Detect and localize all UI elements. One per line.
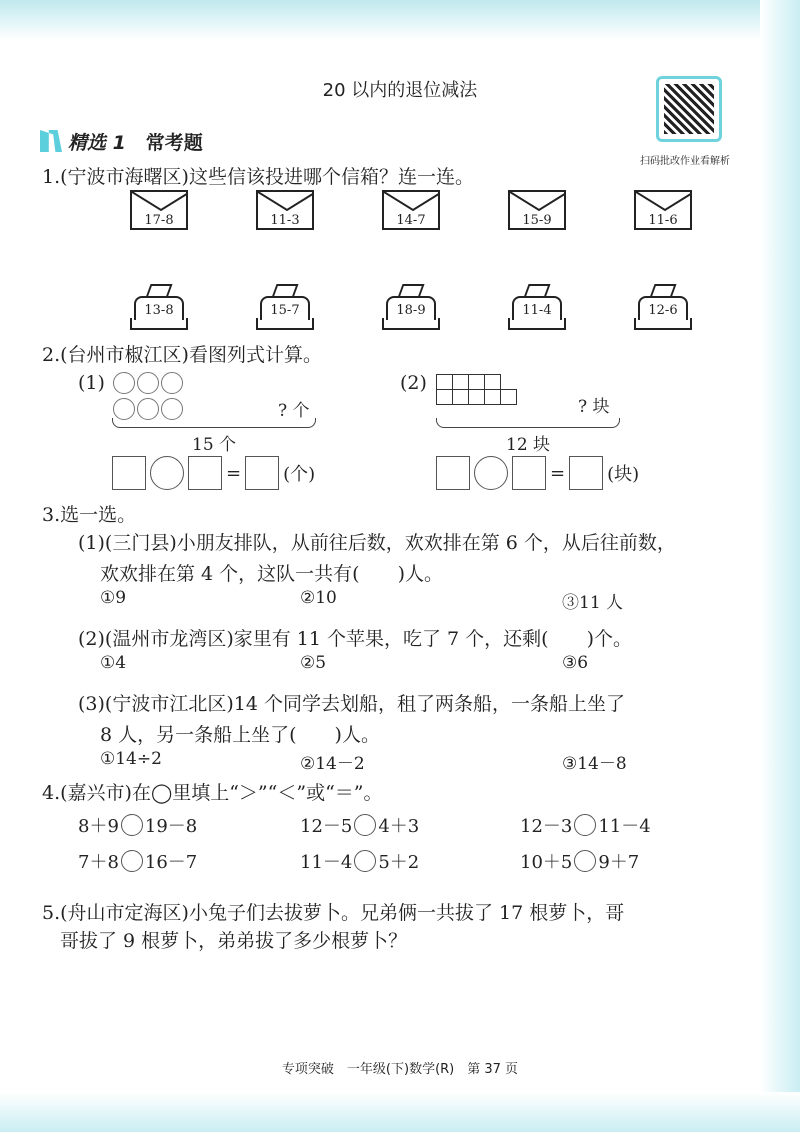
answer-box[interactable] <box>188 456 222 490</box>
q2-p2-question: ? 块 <box>578 397 610 417</box>
q3-item-line: (2)(温州市龙湾区)家里有 11 个苹果，吃了 7 个，还剩( )个。 <box>78 628 632 650</box>
right-expression: 11－4 <box>598 816 651 837</box>
q3-option[interactable]: ②14－2 <box>300 754 365 774</box>
q5-line-2: 哥拔了 9 根萝卜，弟弟拔了多少根萝卜？ <box>60 930 408 952</box>
right-expression: 4＋3 <box>378 816 420 837</box>
comparison-item <box>78 848 197 874</box>
page-title: 20 以内的退位减法 <box>322 80 478 101</box>
comparison-item <box>520 812 651 838</box>
mailbox[interactable] <box>256 284 314 330</box>
mailbox[interactable] <box>382 284 440 330</box>
mailbox-expression: 15-7 <box>270 303 300 318</box>
comparison-item <box>300 848 419 874</box>
answer-box[interactable] <box>569 456 603 490</box>
brace <box>112 418 316 428</box>
section-topic: 常考题 <box>145 132 203 154</box>
compare-circle[interactable] <box>574 850 596 872</box>
scan-edge-bottom <box>0 1092 800 1132</box>
section-label: 精选 1 <box>68 132 126 154</box>
q3-text: 3.选一选。 <box>42 504 137 526</box>
right-expression: 5＋2 <box>378 852 420 873</box>
left-expression: 10＋5 <box>520 852 573 873</box>
comparison-item <box>78 812 197 838</box>
envelope-icon <box>132 192 188 212</box>
unit: (块) <box>607 464 640 485</box>
right-expression: 19－8 <box>144 816 198 837</box>
section-icon <box>40 130 62 152</box>
q2-p1-num: (1) <box>78 372 105 394</box>
q3-option[interactable]: ①14÷2 <box>100 749 162 769</box>
operator-circle[interactable] <box>474 456 508 490</box>
q1-text: 1.(宁波市海曙区)这些信该投进哪个信箱？连一连。 <box>42 166 474 188</box>
compare-circle[interactable] <box>354 850 376 872</box>
apples-image <box>112 372 182 424</box>
letter-expression: 17-8 <box>144 213 174 228</box>
mailbox[interactable] <box>634 284 692 330</box>
section-header <box>40 128 203 155</box>
unit: (个) <box>283 464 316 485</box>
comparison-item <box>520 848 639 874</box>
compare-circle[interactable] <box>121 850 143 872</box>
letter-envelope[interactable] <box>130 190 188 230</box>
q3-item-line: (1)(三门县)小朋友排队，从前往后数，欢欢排在第 6 个，从后往前数， <box>78 532 676 554</box>
q2-p1-total: 15 个 <box>192 435 237 455</box>
answer-box[interactable] <box>436 456 470 490</box>
mailbox[interactable] <box>508 284 566 330</box>
page-footer: 专项突破 一年级(下)数学(R) 第 37 页 <box>281 1062 519 1077</box>
q2-p2-num: (2) <box>400 372 427 394</box>
mailbox-expression: 18-9 <box>396 303 426 318</box>
mailbox-expression: 11-4 <box>522 303 552 318</box>
brace <box>436 418 620 428</box>
q3-option[interactable]: ③11 人 <box>562 593 624 613</box>
envelope-icon <box>384 192 440 212</box>
q2-p2-total: 12 块 <box>506 435 551 455</box>
letter-envelope[interactable] <box>382 190 440 230</box>
left-expression: 8＋9 <box>78 816 119 837</box>
letter-expression: 11-6 <box>648 213 678 228</box>
q2-p2-equation <box>436 456 639 490</box>
mailbox-expression: 13-8 <box>144 303 174 318</box>
compare-circle[interactable] <box>574 814 596 836</box>
q3-option[interactable]: ③14－8 <box>562 754 627 774</box>
q4-text: 4.(嘉兴市)在◯里填上“＞”“＜”或“＝”。 <box>42 782 383 804</box>
cubes-image <box>436 370 526 406</box>
left-expression: 7＋8 <box>78 852 119 873</box>
answer-box[interactable] <box>245 456 279 490</box>
scan-edge-top <box>0 0 800 40</box>
envelope-icon <box>636 192 692 212</box>
q3-option[interactable]: ①9 <box>100 588 127 608</box>
envelope-icon <box>258 192 314 212</box>
right-expression: 9＋7 <box>598 852 640 873</box>
qr-code-icon <box>656 76 722 142</box>
right-expression: 16－7 <box>144 852 198 873</box>
q3-option[interactable]: ①4 <box>100 653 127 673</box>
equals: = <box>226 462 242 484</box>
q3-option[interactable]: ③6 <box>562 653 589 673</box>
q3-item-line: (3)(宁波市江北区)14 个同学去划船，租了两条船，一条船上坐了 <box>78 693 625 715</box>
left-expression: 11－4 <box>300 852 353 873</box>
left-expression: 12－5 <box>300 816 353 837</box>
operator-circle[interactable] <box>150 456 184 490</box>
letter-envelope[interactable] <box>508 190 566 230</box>
equals: = <box>550 462 566 484</box>
q5-line-1: 5.(舟山市定海区)小兔子们去拔萝卜。兄弟俩一共拔了 17 根萝卜，哥 <box>42 902 625 924</box>
mailbox-expression: 12-6 <box>648 303 678 318</box>
envelope-icon <box>510 192 566 212</box>
answer-box[interactable] <box>512 456 546 490</box>
left-expression: 12－3 <box>520 816 573 837</box>
letter-expression: 11-3 <box>270 213 300 228</box>
q2-text: 2.(台州市椒江区)看图列式计算。 <box>42 344 322 366</box>
mailbox[interactable] <box>130 284 188 330</box>
answer-box[interactable] <box>112 456 146 490</box>
q3-item-line: 8 人，另一条船上坐了( )人。 <box>100 724 380 746</box>
q3-option[interactable]: ②10 <box>300 588 337 608</box>
comparison-item <box>300 812 419 838</box>
qr-caption: 扫码批改作业看解析 <box>640 156 730 167</box>
q3-item-line: 欢欢排在第 4 个，这队一共有( )人。 <box>100 563 443 585</box>
compare-circle[interactable] <box>121 814 143 836</box>
letter-envelope[interactable] <box>256 190 314 230</box>
compare-circle[interactable] <box>354 814 376 836</box>
q2-p1-question: ? 个 <box>278 401 310 421</box>
q2-p1-equation <box>112 456 315 490</box>
letter-expression: 14-7 <box>396 213 426 228</box>
q3-option[interactable]: ②5 <box>300 653 327 673</box>
letter-envelope[interactable] <box>634 190 692 230</box>
letter-expression: 15-9 <box>522 213 552 228</box>
scan-edge-right <box>760 0 800 1132</box>
